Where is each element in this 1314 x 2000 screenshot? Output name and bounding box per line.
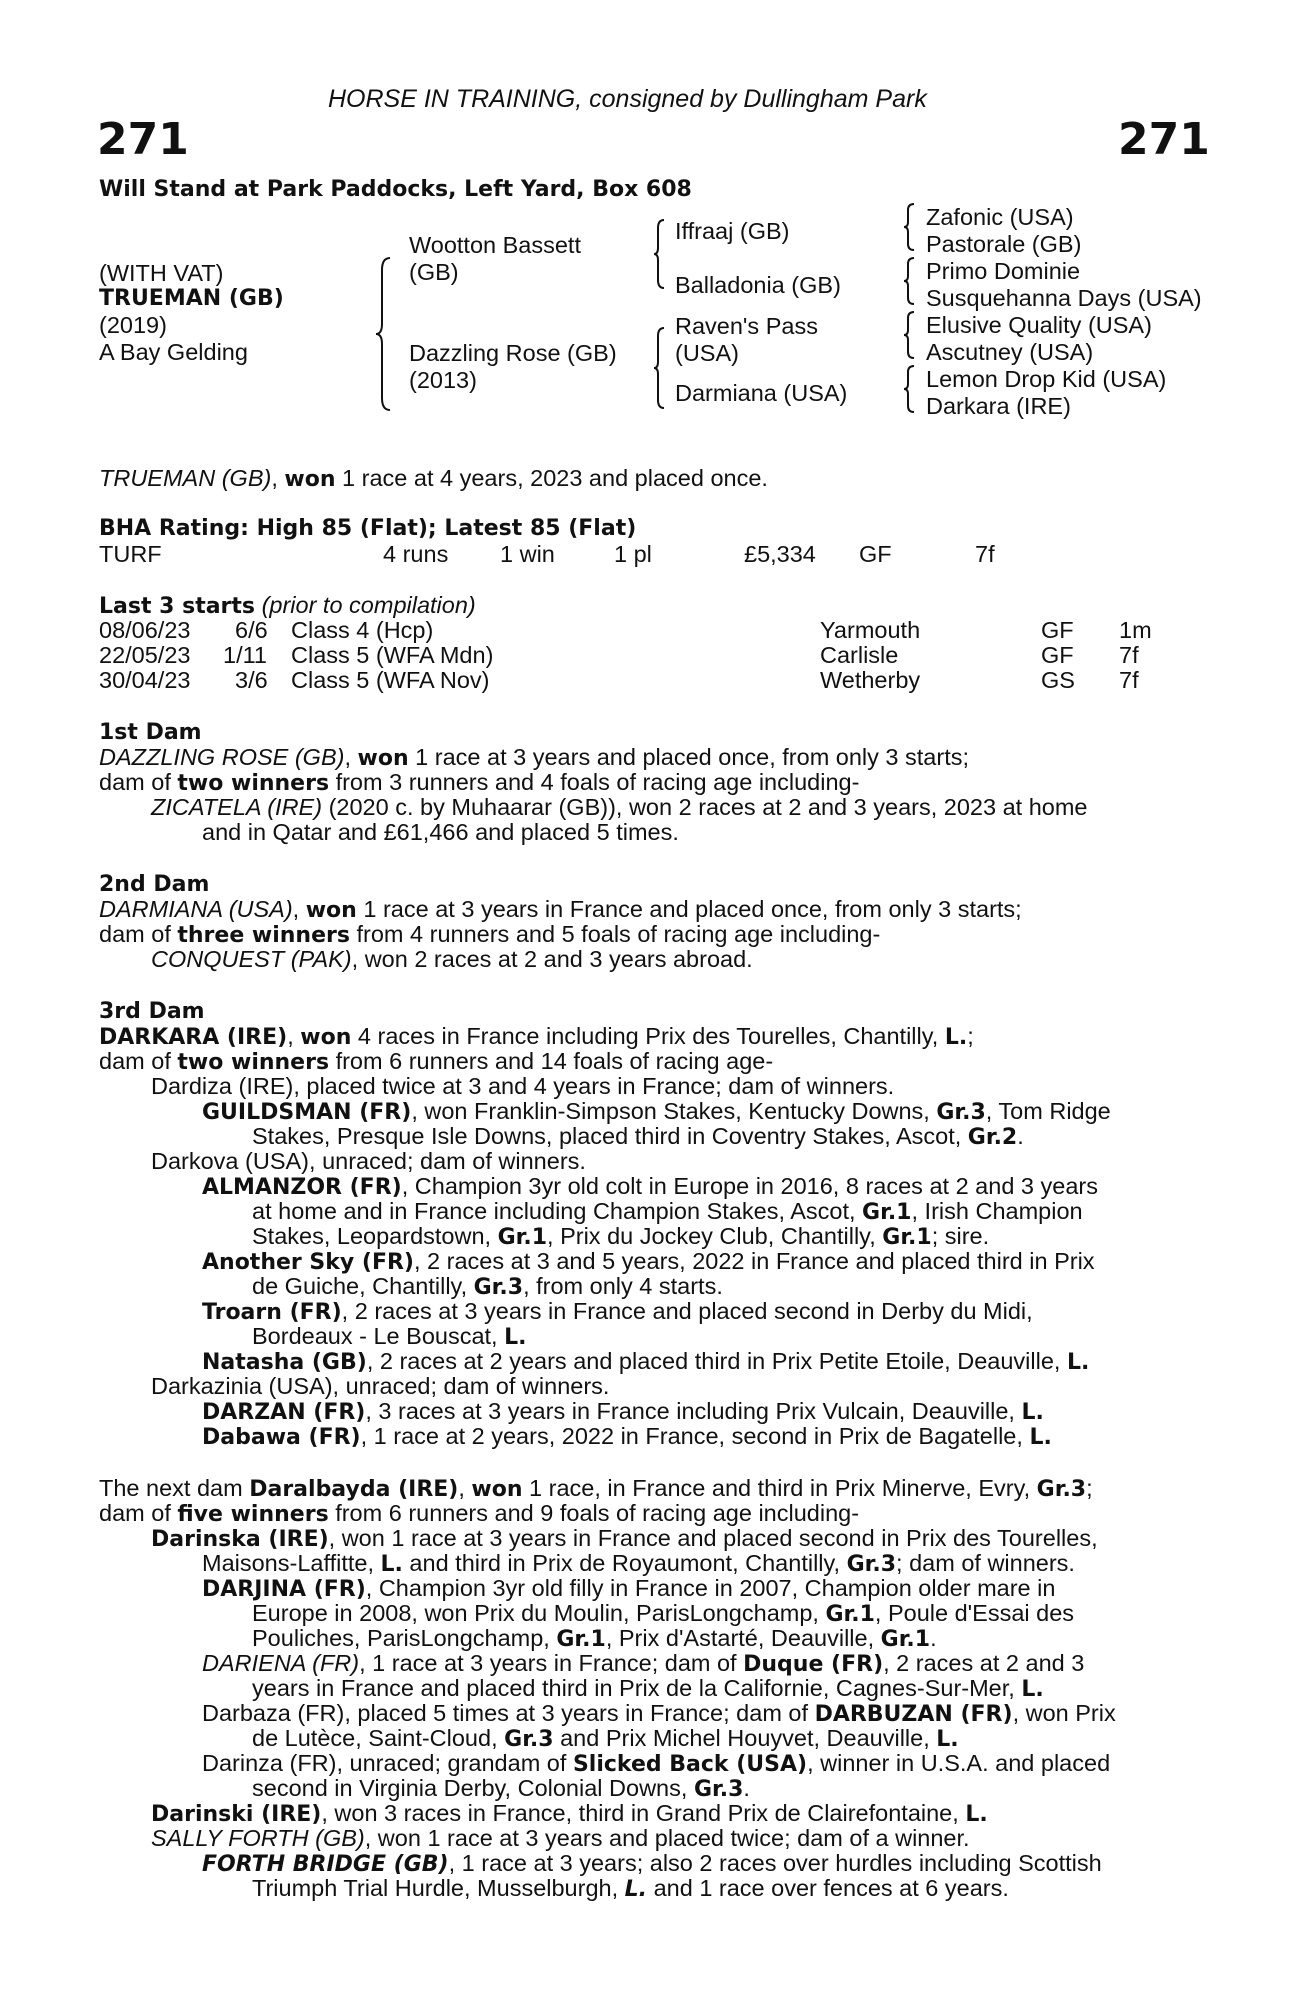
bha-prize: £5,334	[744, 541, 816, 567]
darjina-line-cont: Europe in 2008, won Prix du Moulin, ParisLongchamp, Gr.1, Poule d'Essai des	[252, 1600, 1075, 1627]
dariena-line-cont: years in France and placed third in Prix de la Californie, Cagnes-Sur-Mer, L.	[252, 1675, 1044, 1702]
sire-dam: Balladonia (GB)	[675, 272, 841, 298]
start-course: Yarmouth	[820, 617, 921, 643]
horse-year: (2019)	[99, 312, 167, 338]
sire-origin: (GB)	[409, 259, 459, 285]
third-dam-produce: dam of two winners from 6 runners and 14 foals of racing age-	[99, 1048, 774, 1075]
start-going: GS	[1041, 667, 1075, 693]
start-distance: 7f	[1119, 642, 1139, 668]
gen3-bracket-4	[903, 364, 917, 414]
third-dam-heading: 3rd Dam	[99, 999, 205, 1024]
dariena-line: DARIENA (FR), 1 race at 3 years in France; dam of Duque (FR), 2 races at 2 and 3	[202, 1650, 1085, 1677]
gen3-ancestor: Zafonic (USA)	[926, 204, 1074, 230]
first-dam-line: DAZZLING ROSE (GB), won 1 race at 3 years and placed once, from only 3 starts;	[99, 744, 970, 771]
sally-forth-line: SALLY FORTH (GB), won 1 race at 3 years and placed twice; dam of a winner.	[151, 1825, 970, 1851]
start-date: 22/05/23	[99, 642, 191, 668]
start-date: 30/04/23	[99, 667, 191, 693]
gen3-ancestor: Lemon Drop Kid (USA)	[926, 366, 1167, 392]
almanzor-line: ALMANZOR (FR), Champion 3yr old colt in Europe in 2016, 8 races at 2 and 3 years	[202, 1173, 1098, 1200]
bha-runs: 4 runs	[383, 541, 449, 567]
darzan-line: DARZAN (FR), 3 races at 3 years in France including Prix Vulcain, Deauville, L.	[202, 1398, 1044, 1425]
first-dam-heading: 1st Dam	[99, 720, 202, 745]
start-position: 1/11	[223, 642, 267, 668]
bha-distance: 7f	[975, 541, 995, 567]
dabawa-line: Dabawa (FR), 1 race at 2 years, 2022 in France, second in Prix de Bagatelle, L.	[202, 1423, 1052, 1450]
start-position: 6/6	[235, 617, 268, 643]
darinza-line-cont: second in Virginia Derby, Colonial Downs, Gr.3.	[252, 1775, 750, 1802]
darinska-line-cont: Maisons-Laffitte, L. and third in Prix de Royaumont, Chantilly, Gr.3; dam of winners.	[202, 1550, 1075, 1577]
start-course: Carlisle	[820, 642, 899, 668]
bha-wins: 1 win	[500, 541, 555, 567]
sire-name: Wootton Bassett	[409, 232, 581, 258]
troarn-line: Troarn (FR), 2 races at 3 years in France and placed second in Derby du Midi,	[202, 1298, 1033, 1325]
darinski-line: Darinski (IRE), won 3 races in France, third in Grand Prix de Clairefontaine, L.	[151, 1800, 988, 1827]
bha-surface: TURF	[99, 541, 162, 567]
first-dam-offspring: ZICATELA (IRE) (2020 c. by Muhaarar (GB)), won 2 races at 2 and 3 years, 2023 at home	[151, 794, 1088, 820]
another-sky-line: Another Sky (FR), 2 races at 3 and 5 years, 2022 in France and placed third in Prix	[202, 1248, 1095, 1275]
guildsman-line: GUILDSMAN (FR), won Franklin-Simpson Stakes, Kentucky Downs, Gr.3, Tom Ridge	[202, 1098, 1111, 1125]
gen3-bracket-3	[903, 310, 917, 360]
first-dam-offspring-cont: and in Qatar and £61,466 and placed 5 times.	[202, 819, 679, 845]
sire-sire: Iffraaj (GB)	[675, 218, 790, 244]
gen3-ancestor: Elusive Quality (USA)	[926, 312, 1152, 338]
lot-number-left: 271	[97, 114, 189, 165]
start-distance: 7f	[1119, 667, 1139, 693]
natasha-line: Natasha (GB), 2 races at 2 years and placed third in Prix Petite Etoile, Deauville, L.	[202, 1348, 1090, 1375]
darbaza-line: Darbaza (FR), placed 5 times at 3 years in France; dam of DARBUZAN (FR), won Prix	[202, 1700, 1116, 1727]
darjina-line-cont2: Pouliches, ParisLongchamp, Gr.1, Prix d'Astarté, Deauville, Gr.1.	[252, 1625, 937, 1652]
dam-sire-origin: (USA)	[675, 340, 739, 366]
gen3-ancestor: Pastorale (GB)	[926, 231, 1082, 257]
next-dam-produce: dam of five winners from 6 runners and 9 foals of racing age including-	[99, 1500, 860, 1527]
horse-description: A Bay Gelding	[99, 339, 248, 365]
darbaza-line-cont: de Lutèce, Saint-Cloud, Gr.3 and Prix Michel Houyvet, Deauville, L.	[252, 1725, 959, 1752]
second-dam-produce: dam of three winners from 4 runners and 5 foals of racing age including-	[99, 921, 881, 948]
start-going: GF	[1041, 617, 1074, 643]
gen3-bracket-1	[903, 202, 917, 252]
gen3-ancestor: Susquehanna Days (USA)	[926, 285, 1202, 311]
dardiza-line: Dardiza (IRE), placed twice at 3 and 4 years in France; dam of winners.	[151, 1073, 895, 1099]
third-dam-line: DARKARA (IRE), won 4 races in France including Prix des Tourelles, Chantilly, L.;	[99, 1023, 974, 1050]
darkova-line: Darkova (USA), unraced; dam of winners.	[151, 1148, 586, 1174]
start-distance: 1m	[1119, 617, 1152, 643]
darjina-line: DARJINA (FR), Champion 3yr old filly in France in 2007, Champion older mare in	[202, 1575, 1056, 1602]
dam-year: (2013)	[409, 367, 477, 393]
darkazinia-line: Darkazinia (USA), unraced; dam of winners.	[151, 1373, 610, 1399]
forth-bridge-line: FORTH BRIDGE (GB), 1 race at 3 years; also 2 races over hurdles including Scottish	[202, 1850, 1102, 1877]
gen3-bracket-2	[903, 256, 917, 306]
start-course: Wetherby	[820, 667, 921, 693]
darinska-line: Darinska (IRE), won 1 race at 3 years in France and placed second in Prix des Tourelles,	[151, 1525, 1098, 1552]
catalogue-header: HORSE IN TRAINING, consigned by Dullingham Park	[328, 85, 927, 113]
gen3-ancestor: Ascutney (USA)	[926, 339, 1094, 365]
gen3-ancestor: Primo Dominie	[926, 258, 1081, 284]
last-starts-heading: Last 3 starts (prior to compilation)	[99, 592, 476, 619]
start-position: 3/6	[235, 667, 268, 693]
another-sky-line-cont: de Guiche, Chantilly, Gr.3, from only 4 starts.	[252, 1273, 723, 1300]
bha-going: GF	[859, 541, 892, 567]
sire-dam-bracket	[374, 256, 396, 412]
first-dam-produce: dam of two winners from 3 runners and 4 foals of racing age including-	[99, 769, 860, 796]
guildsman-line-cont: Stakes, Presque Isle Downs, placed third in Coventry Stakes, Ascot, Gr.2.	[252, 1123, 1024, 1150]
vat-note: (WITH VAT)	[99, 260, 224, 286]
gen3-ancestor: Darkara (IRE)	[926, 393, 1071, 419]
stand-location: Will Stand at Park Paddocks, Left Yard, Box 608	[99, 177, 692, 202]
horse-name: TRUEMAN (GB)	[99, 286, 284, 311]
dam-dam: Darmiana (USA)	[675, 380, 848, 406]
start-date: 08/06/23	[99, 617, 191, 643]
second-dam-line: DARMIANA (USA), won 1 race at 3 years in France and placed once, from only 3 starts;	[99, 896, 1022, 923]
bha-placed: 1 pl	[614, 541, 652, 567]
dam-sire: Raven's Pass	[675, 313, 818, 339]
next-dam-line: The next dam Daralbayda (IRE), won 1 race, in France and third in Prix Minerve, Evry, Gr.3;	[99, 1475, 1093, 1502]
dam-name: Dazzling Rose (GB)	[409, 340, 617, 366]
darinza-line: Darinza (FR), unraced; grandam of Slicked Back (USA), winner in U.S.A. and placed	[202, 1750, 1111, 1777]
dam-line-bracket	[652, 326, 668, 410]
lot-number-right: 271	[1118, 114, 1210, 165]
second-dam-heading: 2nd Dam	[99, 872, 210, 897]
almanzor-line-cont: at home and in France including Champion Stakes, Ascot, Gr.1, Irish Champion	[252, 1198, 1083, 1225]
troarn-line-cont: Bordeaux - Le Bouscat, L.	[252, 1323, 527, 1350]
almanzor-line-cont2: Stakes, Leopardstown, Gr.1, Prix du Jockey Club, Chantilly, Gr.1; sire.	[252, 1223, 990, 1250]
race-summary: TRUEMAN (GB), won 1 race at 4 years, 2023 and placed once.	[99, 465, 768, 492]
start-race: Class 5 (WFA Nov)	[291, 667, 490, 693]
forth-bridge-line-cont: Triumph Trial Hurdle, Musselburgh, L. and 1 race over fences at 6 years.	[252, 1875, 1009, 1902]
start-going: GF	[1041, 642, 1074, 668]
sire-line-bracket	[652, 218, 668, 290]
start-race: Class 4 (Hcp)	[291, 617, 434, 643]
second-dam-offspring: CONQUEST (PAK), won 2 races at 2 and 3 years abroad.	[151, 946, 753, 972]
bha-rating-heading: BHA Rating: High 85 (Flat); Latest 85 (Flat)	[99, 516, 637, 541]
start-race: Class 5 (WFA Mdn)	[291, 642, 494, 668]
